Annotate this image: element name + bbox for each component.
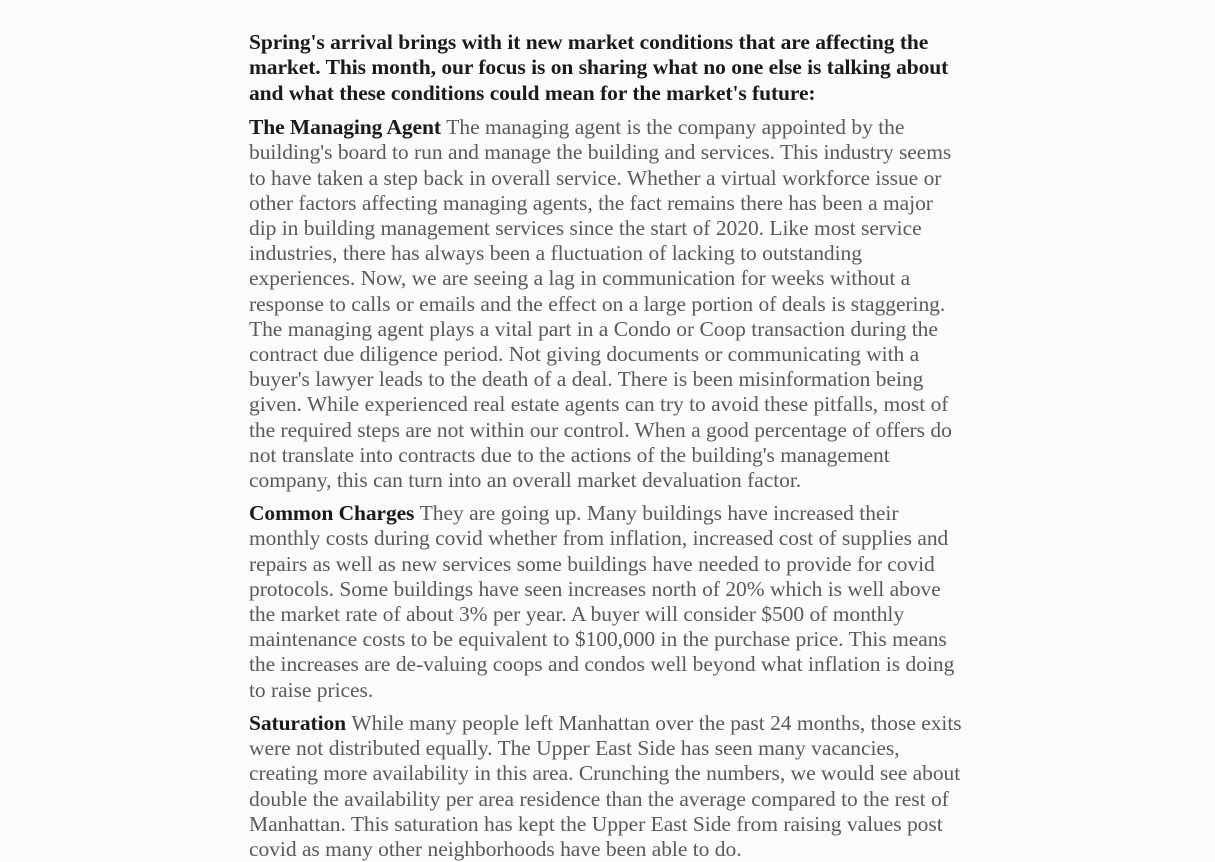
section-body-managing-agent: The managing agent is the company appointed by the building's board to run and manage the building and services. This industry seems to have taken a step back in overall service. Whether a virtual workforce issue or other factors affecting managing agents, the fact remains there has been a major dip in building management services since the start of 2020. Like most service industries, there has always been a fluctuation of lacking to outstanding experiences. Now, we are seeing a lag in communication for weeks without a response to calls or emails and the effect on a large portion of deals is staggering. The managing agent plays a vital part in a Condo or Coop transaction during the contract due diligence period. Not giving documents or communicating with a buyer's lawyer leads to the death of a deal. There is been misinformation being given. While experienced real estate agents can try to avoid these pitfalls, most of the required steps are not within our control. When a good percentage of offers do not translate into contracts due to the actions of the building's management company, this can turn into an overall market devaluation factor. [249, 115, 952, 493]
section-saturation [249, 711, 965, 862]
section-managing-agent [249, 115, 965, 493]
intro-paragraph: Spring's arrival brings with it new market conditions that are affecting the market. This month, our focus is on sharing what no one else is talking about and what these conditions could mean for the market's future: [249, 30, 949, 105]
section-body-saturation: While many people left Manhattan over the past 24 months, those exits were not distributed equally. The Upper East Side has seen many vacancies, creating more availability in this area. Crunching the numbers, we would see about double the availability per area residence than the average compared to the rest of Manhattan. This saturation has kept the Upper East Side from raising values post covid as many other neighborhoods have been able to do. [249, 710, 962, 861]
section-body-common-charges: They are going up. Many buildings have increased their monthly costs during covid whether from inflation, increased cost of supplies and repairs as well as new services some buildings have needed to provide for covid protocols. Some buildings have seen increases north of 20% which is well above the market rate of about 3% per year. A buyer will consider $500 of monthly maintenance costs to be equivalent to $100,000 in the purchase price. This means the increases are de-valuing coops and condos well beyond what inflation is doing to raise prices. [249, 501, 955, 702]
section-heading-saturation: Saturation [249, 710, 346, 735]
section-heading-managing-agent: The Managing Agent [249, 115, 441, 140]
section-common-charges [249, 501, 965, 703]
section-heading-common-charges: Common Charges [249, 501, 415, 526]
article-content [249, 30, 965, 862]
